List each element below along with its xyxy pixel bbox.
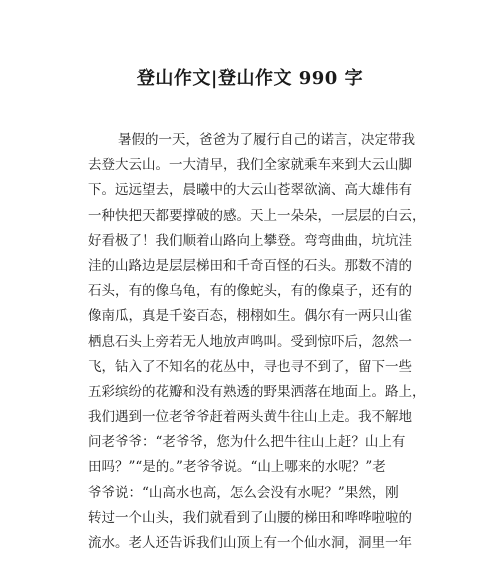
paragraph-line: 石头，有的像乌龟，有的像蛇头，有的像桌子，还有的 <box>88 283 412 300</box>
paragraph-line: 一种快把天都要撑破的感。天上一朵朵，一层层的白云， <box>88 207 426 224</box>
paragraph-line: 田吗？”“是的。”老爷爷说。“山上哪来的水呢？”老 <box>88 459 386 476</box>
paragraph-line: 暑假的一天，爸爸为了履行自己的诺言，决定带我 <box>118 132 415 148</box>
paragraph-line: 我们遇到一位老爷爷赶着两头黄牛往山上走。我不解地 <box>88 409 412 426</box>
paragraph-line: 飞，钻入了不知名的花丛中，寻也寻不到了，留下一些 <box>88 358 412 375</box>
paragraph-line: 好看极了！我们顺着山路向上攀登。弯弯曲曲，坑坑洼 <box>88 232 412 249</box>
document-title: 登山作文|登山作文 990 字 <box>136 68 364 89</box>
paragraph-line: 流水。老人还告诉我们山顶上有一个仙水洞，洞里一年 <box>88 535 412 551</box>
paragraph-line: 去登大云山。一大清早，我们全家就乘车来到大云山脚 <box>88 157 412 174</box>
paragraph-line: 洼的山路边是层层梯田和千奇百怪的石头。那数不清的 <box>88 257 412 274</box>
article-body <box>88 128 426 556</box>
paragraph-line: 栖息石头上旁若无人地放声鸣叫。受到惊吓后，忽然一 <box>88 333 412 350</box>
paragraph-line: 转过一个山头，我们就看到了山腰的梯田和哗哗啦啦的 <box>88 509 412 526</box>
paragraph-line: 五彩缤纷的花瓣和没有熟透的野果洒落在地面上。路上， <box>88 383 426 400</box>
paragraph-line: 下。远远望去，晨曦中的大云山苍翠欲滴、高大雄伟有 <box>88 182 412 199</box>
paragraph-line: 问老爷爷：“老爷爷，您为什么把牛往山上赶？山上有 <box>88 434 406 451</box>
paragraph-line: 爷爷说：“山高水也高，怎么会没有水呢？”果然，刚 <box>88 484 399 501</box>
paragraph-line: 像南瓜，真是千姿百态，栩栩如生。偶尔有一两只山雀 <box>88 308 412 325</box>
